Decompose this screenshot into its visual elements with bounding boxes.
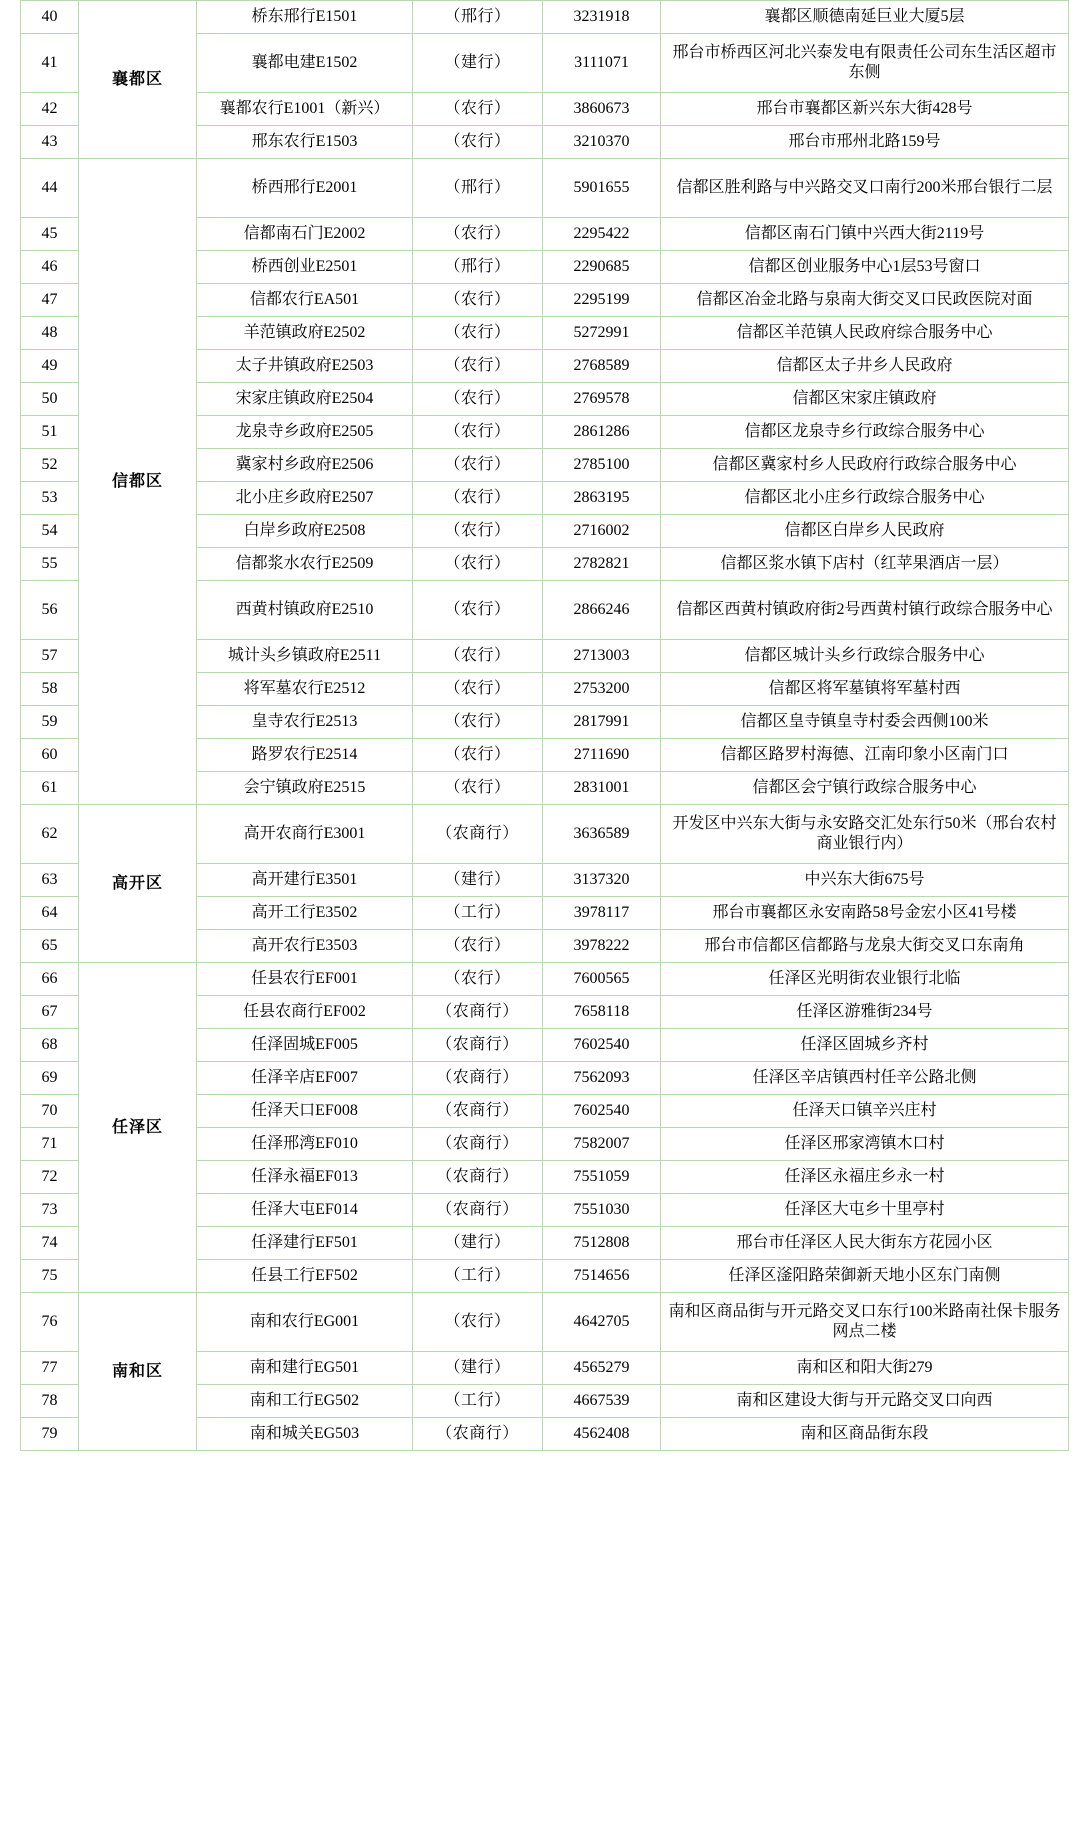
cell-address: 任泽区滏阳路荣御新天地小区东门南侧 <box>661 1260 1069 1293</box>
cell-index: 79 <box>21 1418 79 1451</box>
cell-index: 53 <box>21 482 79 515</box>
cell-phone: 2711690 <box>543 739 661 772</box>
cell-branch-name: 桥西创业E2501 <box>197 251 413 284</box>
cell-index: 77 <box>21 1352 79 1385</box>
cell-phone: 2769578 <box>543 383 661 416</box>
cell-address: 信都区胜利路与中兴路交叉口南行200米邢台银行二层 <box>661 159 1069 218</box>
cell-bank: （农商行） <box>413 1062 543 1095</box>
table-row <box>21 963 1069 996</box>
cell-bank: （农行） <box>413 126 543 159</box>
cell-bank: （农商行） <box>413 1029 543 1062</box>
cell-branch-name: 南和城关EG503 <box>197 1418 413 1451</box>
cell-phone: 2716002 <box>543 515 661 548</box>
cell-phone: 7582007 <box>543 1128 661 1161</box>
cell-phone: 2290685 <box>543 251 661 284</box>
cell-bank: （农商行） <box>413 805 543 864</box>
cell-index: 45 <box>21 218 79 251</box>
cell-branch-name: 信都南石门E2002 <box>197 218 413 251</box>
cell-address: 信都区宋家庄镇政府 <box>661 383 1069 416</box>
cell-address: 南和区和阳大街279 <box>661 1352 1069 1385</box>
table-row <box>21 805 1069 864</box>
cell-branch-name: 桥东邢行E1501 <box>197 1 413 34</box>
cell-branch-name: 皇寺农行E2513 <box>197 706 413 739</box>
cell-phone: 7600565 <box>543 963 661 996</box>
cell-phone: 4562408 <box>543 1418 661 1451</box>
cell-branch-name: 羊范镇政府E2502 <box>197 317 413 350</box>
cell-index: 48 <box>21 317 79 350</box>
cell-index: 75 <box>21 1260 79 1293</box>
cell-phone: 2817991 <box>543 706 661 739</box>
cell-district: 高开区 <box>79 805 197 963</box>
cell-address: 信都区西黄村镇政府街2号西黄村镇行政综合服务中心 <box>661 581 1069 640</box>
cell-phone: 2831001 <box>543 772 661 805</box>
cell-index: 74 <box>21 1227 79 1260</box>
cell-address: 襄都区顺德南延巨业大厦5层 <box>661 1 1069 34</box>
cell-branch-name: 太子井镇政府E2503 <box>197 350 413 383</box>
cell-phone: 7602540 <box>543 1095 661 1128</box>
cell-address: 信都区路罗村海德、江南印象小区南门口 <box>661 739 1069 772</box>
cell-phone: 5901655 <box>543 159 661 218</box>
cell-branch-name: 南和建行EG501 <box>197 1352 413 1385</box>
cell-phone: 2295199 <box>543 284 661 317</box>
cell-district: 襄都区 <box>79 1 197 159</box>
cell-index: 44 <box>21 159 79 218</box>
cell-phone: 3636589 <box>543 805 661 864</box>
cell-branch-name: 任泽固城EF005 <box>197 1029 413 1062</box>
cell-bank: （建行） <box>413 864 543 897</box>
cell-branch-name: 信都浆水农行E2509 <box>197 548 413 581</box>
cell-branch-name: 城计头乡镇政府E2511 <box>197 640 413 673</box>
cell-index: 68 <box>21 1029 79 1062</box>
cell-index: 56 <box>21 581 79 640</box>
cell-bank: （农行） <box>413 350 543 383</box>
cell-bank: （建行） <box>413 1352 543 1385</box>
cell-address: 信都区将军墓镇将军墓村西 <box>661 673 1069 706</box>
cell-address: 信都区创业服务中心1层53号窗口 <box>661 251 1069 284</box>
cell-index: 70 <box>21 1095 79 1128</box>
cell-branch-name: 任县农行EF001 <box>197 963 413 996</box>
cell-branch-name: 高开农商行E3001 <box>197 805 413 864</box>
cell-phone: 4667539 <box>543 1385 661 1418</box>
cell-phone: 7658118 <box>543 996 661 1029</box>
cell-bank: （农商行） <box>413 1095 543 1128</box>
cell-index: 61 <box>21 772 79 805</box>
cell-branch-name: 任县工行EF502 <box>197 1260 413 1293</box>
cell-branch-name: 会宁镇政府E2515 <box>197 772 413 805</box>
cell-address: 南和区商品街东段 <box>661 1418 1069 1451</box>
cell-bank: （农行） <box>413 416 543 449</box>
cell-address: 任泽区游雅街234号 <box>661 996 1069 1029</box>
cell-address: 任泽天口镇辛兴庄村 <box>661 1095 1069 1128</box>
cell-branch-name: 任泽邢湾EF010 <box>197 1128 413 1161</box>
cell-bank: （农商行） <box>413 1418 543 1451</box>
cell-branch-name: 任泽建行EF501 <box>197 1227 413 1260</box>
cell-phone: 7602540 <box>543 1029 661 1062</box>
cell-phone: 7562093 <box>543 1062 661 1095</box>
cell-phone: 2861286 <box>543 416 661 449</box>
cell-phone: 7551059 <box>543 1161 661 1194</box>
cell-phone: 2866246 <box>543 581 661 640</box>
cell-address: 信都区羊范镇人民政府综合服务中心 <box>661 317 1069 350</box>
cell-bank: （邢行） <box>413 251 543 284</box>
cell-phone: 7512808 <box>543 1227 661 1260</box>
cell-branch-name: 信都农行EA501 <box>197 284 413 317</box>
cell-address: 任泽区固城乡齐村 <box>661 1029 1069 1062</box>
cell-bank: （农行） <box>413 383 543 416</box>
cell-index: 66 <box>21 963 79 996</box>
cell-address: 邢台市任泽区人民大街东方花园小区 <box>661 1227 1069 1260</box>
table-body <box>21 1 1069 1451</box>
cell-index: 62 <box>21 805 79 864</box>
cell-index: 69 <box>21 1062 79 1095</box>
cell-address: 信都区北小庄乡行政综合服务中心 <box>661 482 1069 515</box>
cell-address: 信都区冶金北路与泉南大街交叉口民政医院对面 <box>661 284 1069 317</box>
cell-branch-name: 襄都电建E1502 <box>197 34 413 93</box>
cell-index: 50 <box>21 383 79 416</box>
cell-bank: （农行） <box>413 963 543 996</box>
table-row <box>21 1 1069 34</box>
cell-address: 南和区商品街与开元路交叉口东行100米路南社保卡服务网点二楼 <box>661 1293 1069 1352</box>
cell-bank: （农行） <box>413 739 543 772</box>
cell-branch-name: 冀家村乡政府E2506 <box>197 449 413 482</box>
cell-bank: （农行） <box>413 284 543 317</box>
cell-bank: （农行） <box>413 317 543 350</box>
cell-address: 信都区太子井乡人民政府 <box>661 350 1069 383</box>
cell-index: 49 <box>21 350 79 383</box>
cell-index: 41 <box>21 34 79 93</box>
cell-bank: （工行） <box>413 1260 543 1293</box>
cell-bank: （农行） <box>413 218 543 251</box>
cell-address: 信都区南石门镇中兴西大街2119号 <box>661 218 1069 251</box>
cell-phone: 2785100 <box>543 449 661 482</box>
cell-bank: （农行） <box>413 772 543 805</box>
cell-address: 信都区城计头乡行政综合服务中心 <box>661 640 1069 673</box>
cell-branch-name: 任泽天口EF008 <box>197 1095 413 1128</box>
cell-index: 63 <box>21 864 79 897</box>
cell-index: 46 <box>21 251 79 284</box>
cell-address: 任泽区大屯乡十里亭村 <box>661 1194 1069 1227</box>
cell-phone: 3210370 <box>543 126 661 159</box>
cell-address: 信都区浆水镇下店村（红苹果酒店一层） <box>661 548 1069 581</box>
cell-address: 邢台市邢州北路159号 <box>661 126 1069 159</box>
cell-address: 信都区皇寺镇皇寺村委会西侧100米 <box>661 706 1069 739</box>
cell-bank: （农行） <box>413 93 543 126</box>
cell-bank: （建行） <box>413 34 543 93</box>
cell-branch-name: 宋家庄镇政府E2504 <box>197 383 413 416</box>
cell-branch-name: 路罗农行E2514 <box>197 739 413 772</box>
cell-address: 信都区会宁镇行政综合服务中心 <box>661 772 1069 805</box>
cell-bank: （农行） <box>413 449 543 482</box>
cell-branch-name: 北小庄乡政府E2507 <box>197 482 413 515</box>
cell-index: 76 <box>21 1293 79 1352</box>
cell-bank: （工行） <box>413 897 543 930</box>
cell-address: 任泽区辛店镇西村任辛公路北侧 <box>661 1062 1069 1095</box>
cell-branch-name: 襄都农行E1001（新兴） <box>197 93 413 126</box>
cell-bank: （农行） <box>413 581 543 640</box>
cell-phone: 5272991 <box>543 317 661 350</box>
cell-address: 开发区中兴东大街与永安路交汇处东行50米（邢台农村商业银行内） <box>661 805 1069 864</box>
cell-index: 64 <box>21 897 79 930</box>
cell-address: 任泽区光明街农业银行北临 <box>661 963 1069 996</box>
cell-bank: （农行） <box>413 930 543 963</box>
cell-address: 信都区冀家村乡人民政府行政综合服务中心 <box>661 449 1069 482</box>
cell-address: 信都区龙泉寺乡行政综合服务中心 <box>661 416 1069 449</box>
cell-phone: 3231918 <box>543 1 661 34</box>
cell-district: 南和区 <box>79 1293 197 1451</box>
cell-index: 47 <box>21 284 79 317</box>
cell-address: 邢台市桥西区河北兴泰发电有限责任公司东生活区超市东侧 <box>661 34 1069 93</box>
cell-address: 南和区建设大街与开元路交叉口向西 <box>661 1385 1069 1418</box>
cell-index: 55 <box>21 548 79 581</box>
cell-branch-name: 邢东农行E1503 <box>197 126 413 159</box>
cell-branch-name: 西黄村镇政府E2510 <box>197 581 413 640</box>
cell-phone: 3137320 <box>543 864 661 897</box>
cell-bank: （邢行） <box>413 159 543 218</box>
cell-bank: （工行） <box>413 1385 543 1418</box>
cell-index: 67 <box>21 996 79 1029</box>
cell-bank: （农商行） <box>413 1161 543 1194</box>
cell-phone: 2863195 <box>543 482 661 515</box>
cell-phone: 7551030 <box>543 1194 661 1227</box>
cell-phone: 2295422 <box>543 218 661 251</box>
cell-bank: （邢行） <box>413 1 543 34</box>
cell-phone: 7514656 <box>543 1260 661 1293</box>
cell-branch-name: 高开工行E3502 <box>197 897 413 930</box>
cell-branch-name: 白岸乡政府E2508 <box>197 515 413 548</box>
cell-bank: （农商行） <box>413 996 543 1029</box>
cell-branch-name: 南和工行EG502 <box>197 1385 413 1418</box>
cell-branch-name: 任泽大屯EF014 <box>197 1194 413 1227</box>
cell-index: 57 <box>21 640 79 673</box>
cell-bank: （农商行） <box>413 1128 543 1161</box>
cell-address: 任泽区永福庄乡永一村 <box>661 1161 1069 1194</box>
cell-bank: （农行） <box>413 515 543 548</box>
cell-branch-name: 龙泉寺乡政府E2505 <box>197 416 413 449</box>
cell-address: 邢台市襄都区永安南路58号金宏小区41号楼 <box>661 897 1069 930</box>
cell-index: 51 <box>21 416 79 449</box>
cell-index: 58 <box>21 673 79 706</box>
cell-phone: 3111071 <box>543 34 661 93</box>
cell-district: 信都区 <box>79 159 197 805</box>
cell-phone: 2713003 <box>543 640 661 673</box>
cell-phone: 3978222 <box>543 930 661 963</box>
cell-index: 40 <box>21 1 79 34</box>
cell-phone: 2782821 <box>543 548 661 581</box>
cell-bank: （农行） <box>413 548 543 581</box>
cell-phone: 4642705 <box>543 1293 661 1352</box>
cell-bank: （农行） <box>413 640 543 673</box>
cell-address: 信都区白岸乡人民政府 <box>661 515 1069 548</box>
cell-bank: （农行） <box>413 673 543 706</box>
cell-branch-name: 高开农行E3503 <box>197 930 413 963</box>
cell-index: 54 <box>21 515 79 548</box>
bank-network-table <box>20 0 1069 1451</box>
cell-branch-name: 将军墓农行E2512 <box>197 673 413 706</box>
cell-index: 65 <box>21 930 79 963</box>
cell-phone: 4565279 <box>543 1352 661 1385</box>
cell-address: 任泽区邢家湾镇木口村 <box>661 1128 1069 1161</box>
cell-index: 60 <box>21 739 79 772</box>
cell-branch-name: 南和农行EG001 <box>197 1293 413 1352</box>
cell-branch-name: 任县农商行EF002 <box>197 996 413 1029</box>
cell-branch-name: 高开建行E3501 <box>197 864 413 897</box>
cell-phone: 3860673 <box>543 93 661 126</box>
cell-phone: 3978117 <box>543 897 661 930</box>
cell-bank: （农行） <box>413 1293 543 1352</box>
cell-address: 邢台市襄都区新兴东大街428号 <box>661 93 1069 126</box>
cell-index: 43 <box>21 126 79 159</box>
cell-index: 59 <box>21 706 79 739</box>
cell-address: 邢台市信都区信都路与龙泉大街交叉口东南角 <box>661 930 1069 963</box>
table-row <box>21 1293 1069 1352</box>
cell-index: 52 <box>21 449 79 482</box>
cell-index: 72 <box>21 1161 79 1194</box>
cell-index: 42 <box>21 93 79 126</box>
cell-index: 71 <box>21 1128 79 1161</box>
cell-branch-name: 任泽永福EF013 <box>197 1161 413 1194</box>
cell-address: 中兴东大街675号 <box>661 864 1069 897</box>
cell-index: 78 <box>21 1385 79 1418</box>
table-row <box>21 159 1069 218</box>
cell-bank: （建行） <box>413 1227 543 1260</box>
cell-index: 73 <box>21 1194 79 1227</box>
cell-phone: 2753200 <box>543 673 661 706</box>
cell-branch-name: 任泽辛店EF007 <box>197 1062 413 1095</box>
cell-phone: 2768589 <box>543 350 661 383</box>
cell-district: 任泽区 <box>79 963 197 1293</box>
cell-bank: （农商行） <box>413 1194 543 1227</box>
cell-branch-name: 桥西邢行E2001 <box>197 159 413 218</box>
cell-bank: （农行） <box>413 482 543 515</box>
cell-bank: （农行） <box>413 706 543 739</box>
